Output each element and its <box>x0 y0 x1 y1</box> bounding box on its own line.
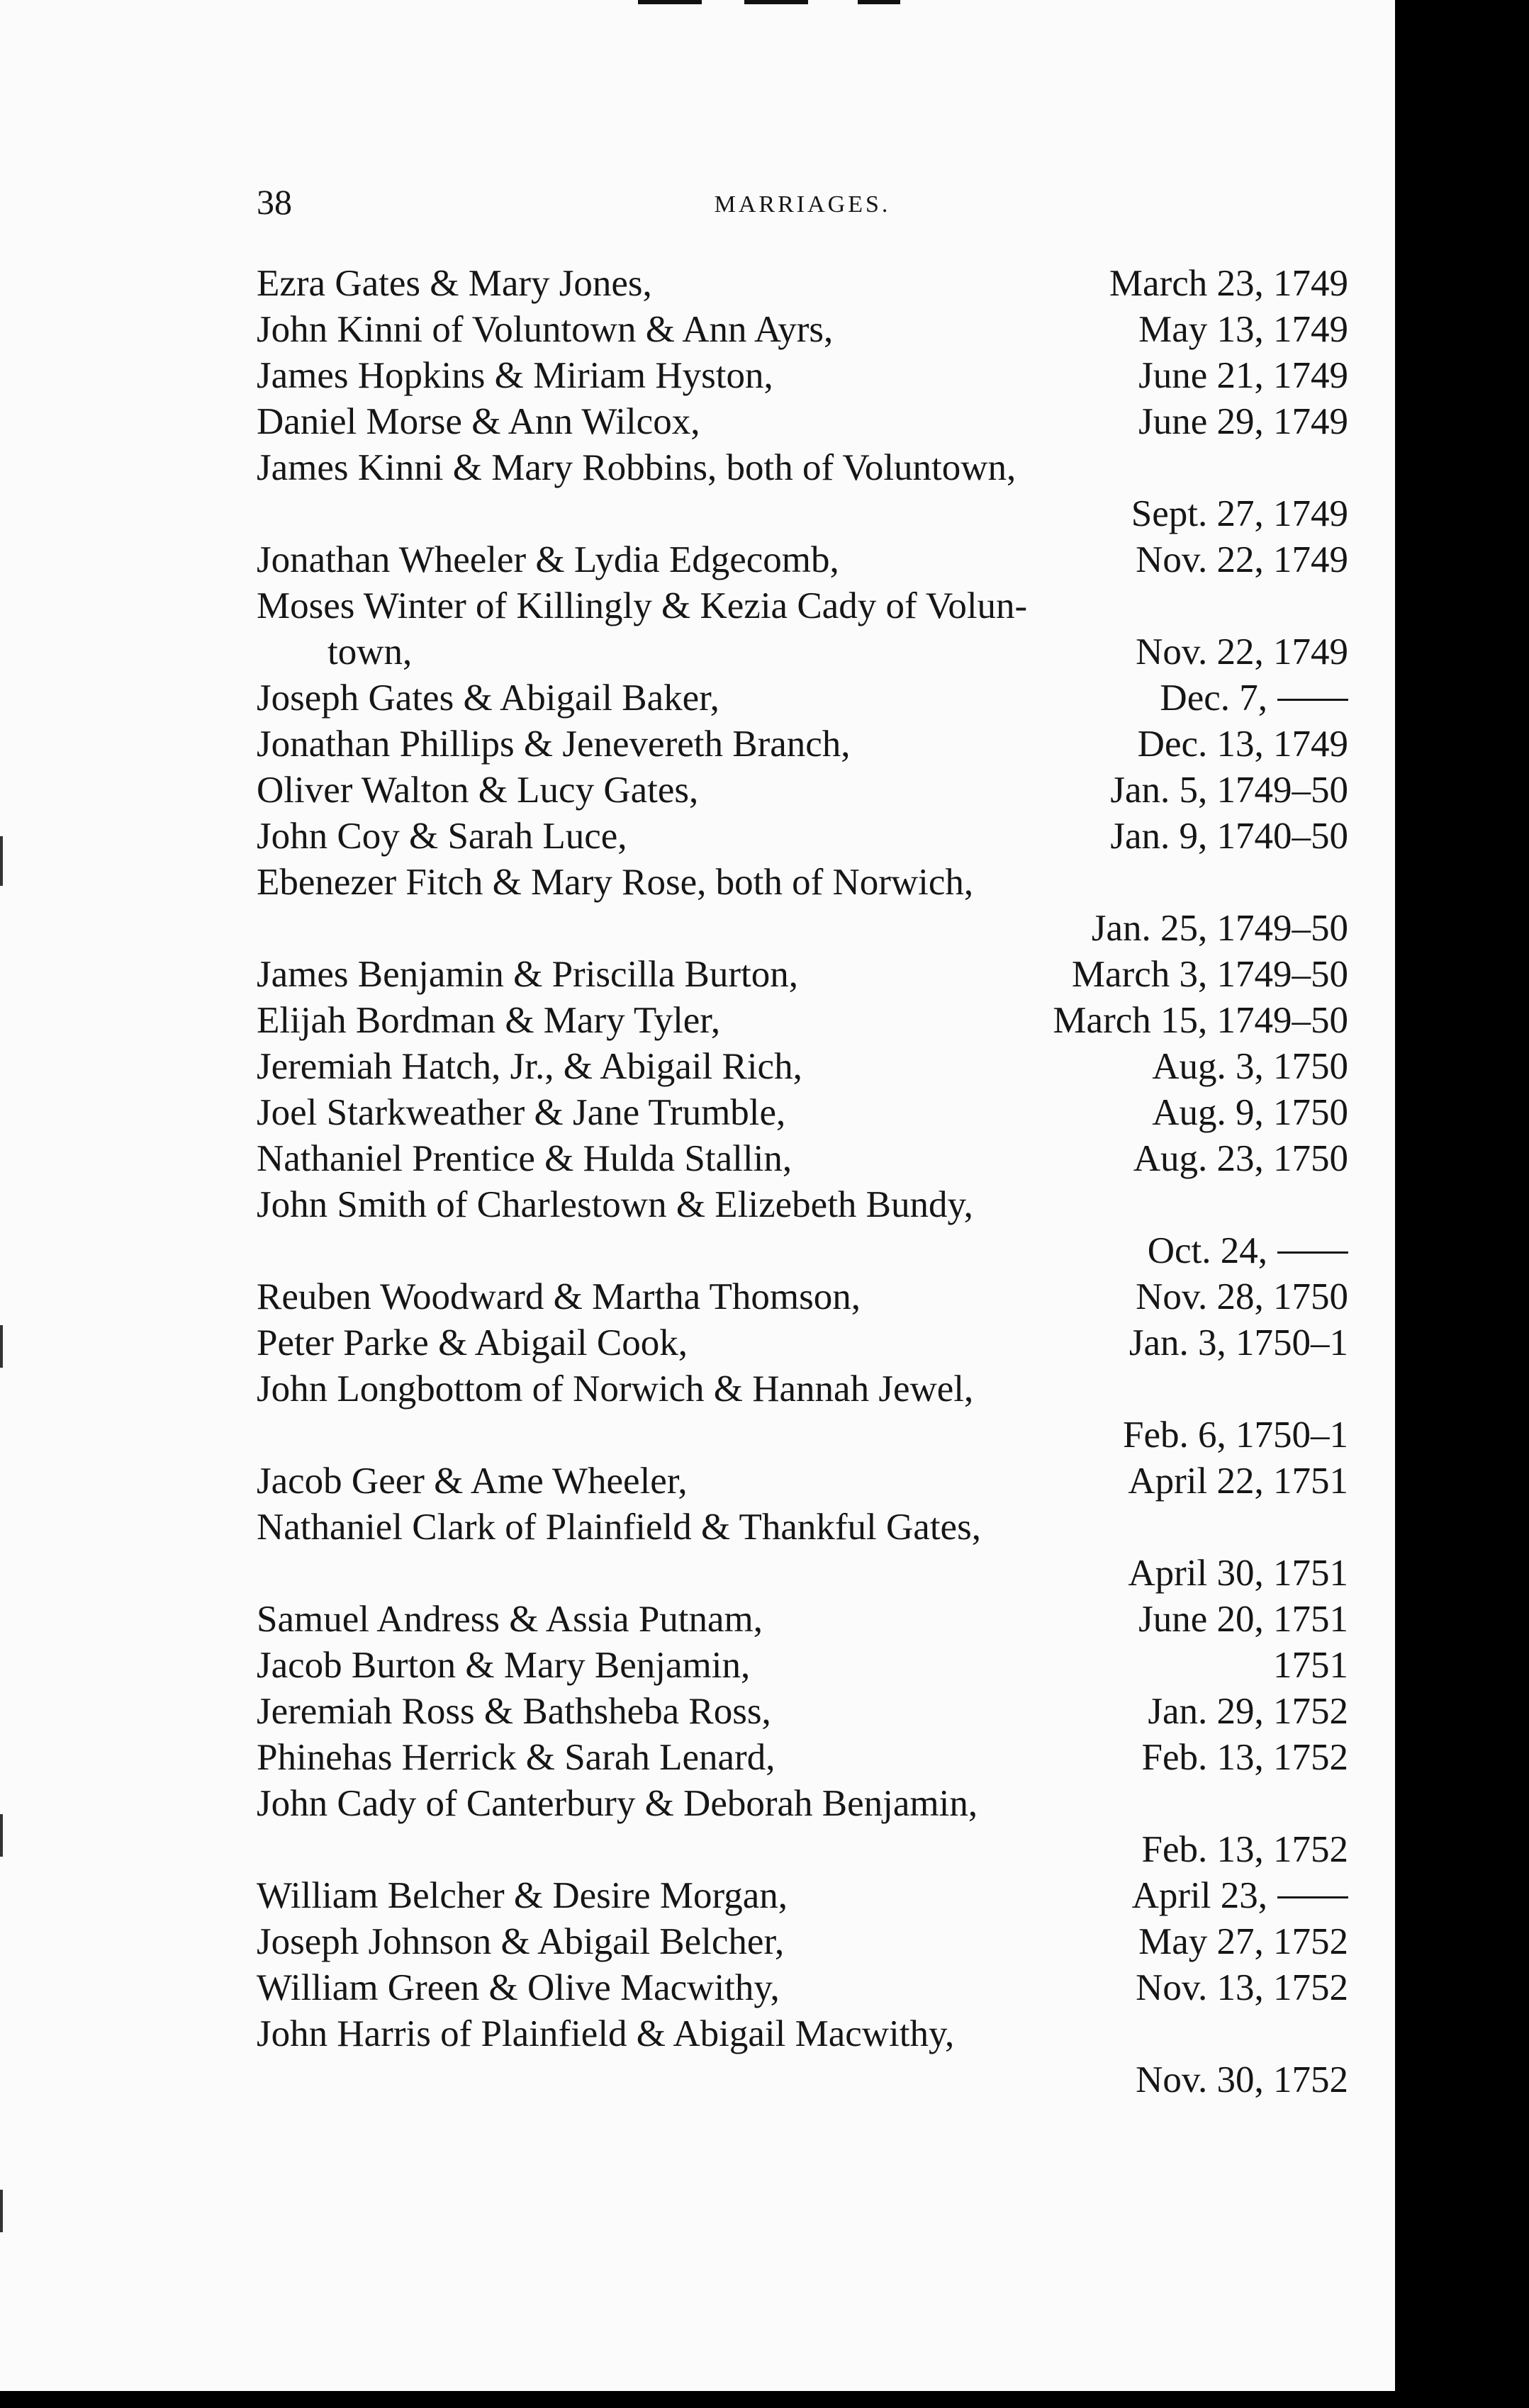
marriage-entry-line <box>257 1136 1348 1182</box>
entry-date-text: Jan. 29, 1752 <box>1148 1691 1348 1732</box>
entry-date-text: March 15, 1749–50 <box>1053 1000 1348 1041</box>
marriage-entry-line <box>257 675 1348 721</box>
entry-date-text: Sept. 27, 1749 <box>1131 493 1348 534</box>
entry-date-text: June 20, 1751 <box>1138 1599 1348 1640</box>
marriage-entry-line <box>257 1366 1348 1412</box>
entry-date <box>1273 1643 1348 1689</box>
entry-date-text: Jan. 5, 1749–50 <box>1110 770 1348 811</box>
entry-names: Ebenezer Fitch & Mary Rose, both of Norwich, <box>257 862 974 903</box>
marriage-entry-line <box>257 998 1348 1044</box>
year-unknown-dash <box>1277 699 1348 701</box>
marriage-entry-line <box>257 399 1348 445</box>
entry-names: Joel Starkweather & Jane Trumble, <box>257 1092 786 1133</box>
entry-date <box>1133 1136 1348 1182</box>
entry-date <box>1136 537 1348 583</box>
entry-date <box>1148 1689 1348 1735</box>
marriage-entry-line <box>257 2011 1348 2057</box>
entry-names: James Benjamin & Priscilla Burton, <box>257 954 798 995</box>
entry-date-text: 1751 <box>1273 1645 1348 1686</box>
entry-date <box>1128 1458 1348 1504</box>
entry-names: James Hopkins & Miriam Hyston, <box>257 355 773 396</box>
marriage-entry-line <box>257 261 1348 307</box>
entry-date-text: March 23, 1749 <box>1109 263 1348 304</box>
entry-names: John Cady of Canterbury & Deborah Benjamin, <box>257 1783 978 1824</box>
entry-date-text: April 22, 1751 <box>1128 1461 1348 1502</box>
marriage-entry-line <box>257 1735 1348 1781</box>
entry-date <box>1123 1412 1348 1458</box>
entry-date <box>1109 261 1348 307</box>
entry-date-text: Feb. 6, 1750–1 <box>1123 1414 1348 1456</box>
marriage-entry-line <box>257 906 1348 952</box>
entry-date <box>1138 721 1348 767</box>
entry-date <box>1110 767 1348 814</box>
entry-date <box>1132 1873 1348 1919</box>
entry-date <box>1129 1320 1348 1366</box>
entry-date <box>1072 952 1348 998</box>
year-unknown-dash <box>1277 1251 1348 1254</box>
entry-date-text: Jan. 9, 1740–50 <box>1110 816 1348 857</box>
entry-names: Joseph Johnson & Abigail Belcher, <box>257 1921 785 1962</box>
entry-date-text: May 13, 1749 <box>1138 309 1348 350</box>
entry-names: Phinehas Herrick & Sarah Lenard, <box>257 1737 775 1778</box>
marriage-entry-line <box>257 1551 1348 1597</box>
entry-date-text: April 23, <box>1131 1875 1267 1916</box>
entry-names: Elijah Bordman & Mary Tyler, <box>257 1000 721 1041</box>
entry-names: Daniel Morse & Ann Wilcox, <box>257 401 700 442</box>
entry-date <box>1138 353 1348 399</box>
scan-border-right <box>1395 0 1529 2408</box>
marriage-entry-line <box>257 860 1348 906</box>
entry-names: Nathaniel Clark of Plainfield & Thankful Gates, <box>257 1507 981 1548</box>
scan-border-bottom <box>0 2391 1529 2408</box>
entry-date-text: Nov. 22, 1749 <box>1136 539 1348 580</box>
entry-date-text: June 29, 1749 <box>1138 401 1348 442</box>
entry-date-text: Nov. 22, 1749 <box>1136 631 1348 673</box>
entry-names: John Kinni of Voluntown & Ann Ayrs, <box>257 309 834 350</box>
entry-names: Moses Winter of Killingly & Kezia Cady of Volun- <box>257 585 1028 626</box>
marriage-entry-line <box>257 1965 1348 2011</box>
marriage-entry-line <box>257 353 1348 399</box>
marriage-entry-line <box>257 1458 1348 1504</box>
entry-names: John Longbottom of Norwich & Hannah Jewel, <box>257 1368 974 1410</box>
entry-date <box>1138 307 1348 353</box>
top-edge-mark <box>858 0 900 4</box>
entry-date-text: Jan. 3, 1750–1 <box>1128 1322 1348 1363</box>
entry-names: Oliver Walton & Lucy Gates, <box>257 770 699 811</box>
entry-date <box>1138 1919 1348 1965</box>
marriage-entry-line <box>257 721 1348 767</box>
entry-date <box>1053 998 1348 1044</box>
marriage-entry-line <box>257 1182 1348 1228</box>
left-edge-mark <box>0 1814 3 1857</box>
entry-names: Ezra Gates & Mary Jones, <box>257 263 652 304</box>
marriage-entry-line <box>257 1873 1348 1919</box>
entry-date-text: April 30, 1751 <box>1128 1553 1348 1594</box>
top-edge-mark <box>638 0 702 4</box>
left-edge-mark <box>0 2190 3 2232</box>
entry-date <box>1110 814 1348 860</box>
entry-date-text: Feb. 13, 1752 <box>1141 1829 1348 1870</box>
entry-names: town, <box>327 631 413 673</box>
entry-names: Joseph Gates & Abigail Baker, <box>257 677 719 719</box>
marriage-entry-line <box>257 1090 1348 1136</box>
entry-names: John Smith of Charlestown & Elizebeth Bundy, <box>257 1184 973 1225</box>
entry-date-text: March 3, 1749–50 <box>1071 954 1348 995</box>
entry-date-text: June 21, 1749 <box>1138 355 1348 396</box>
year-unknown-dash <box>1277 1896 1348 1898</box>
page-number: 38 <box>257 182 292 222</box>
entry-names: James Kinni & Mary Robbins, both of Voluntown, <box>257 447 1016 488</box>
marriage-entry-line <box>257 1689 1348 1735</box>
entry-date <box>1160 675 1348 721</box>
entry-names: Reuben Woodward & Martha Thomson, <box>257 1276 861 1317</box>
entry-date-text: Jan. 25, 1749–50 <box>1091 908 1348 949</box>
entry-names: Nathaniel Prentice & Hulda Stallin, <box>257 1138 792 1179</box>
entry-date-text: Feb. 13, 1752 <box>1141 1737 1348 1778</box>
marriage-entry-line <box>257 952 1348 998</box>
entry-date-text: Aug. 9, 1750 <box>1152 1092 1348 1133</box>
marriage-entry-line <box>257 1643 1348 1689</box>
marriage-entry-line <box>257 629 1348 675</box>
entry-date <box>1092 906 1348 952</box>
running-head-title: MARRIAGES. <box>714 191 891 218</box>
marriage-entry-line <box>257 491 1348 537</box>
entry-date <box>1136 1965 1348 2011</box>
entry-date <box>1142 1827 1349 1873</box>
entry-names: Jeremiah Hatch, Jr., & Abigail Rich, <box>257 1046 802 1087</box>
entry-names: Jonathan Phillips & Jenevereth Branch, <box>257 724 851 765</box>
marriage-entry-line <box>257 445 1348 491</box>
entry-names: Samuel Andress & Assia Putnam, <box>257 1599 763 1640</box>
marriage-entry-line <box>257 1919 1348 1965</box>
entry-date <box>1138 399 1348 445</box>
marriage-entry-line <box>257 307 1348 353</box>
marriage-entry-line <box>257 1044 1348 1090</box>
entry-date <box>1152 1090 1348 1136</box>
marriage-entry-line <box>257 1597 1348 1643</box>
entry-date <box>1136 1274 1348 1320</box>
marriage-entry-line <box>257 1827 1348 1873</box>
entry-date <box>1131 491 1348 537</box>
entry-date <box>1142 1735 1349 1781</box>
marriage-entry-line <box>257 2057 1348 2103</box>
marriage-entry-line <box>257 814 1348 860</box>
entry-date-text: Aug. 3, 1750 <box>1152 1046 1348 1087</box>
left-edge-mark <box>0 836 3 886</box>
entry-names: John Harris of Plainfield & Abigail Macwithy, <box>257 2013 955 2054</box>
entry-names: William Belcher & Desire Morgan, <box>257 1875 788 1916</box>
marriage-entry-line <box>257 767 1348 814</box>
entry-date-text: Aug. 23, 1750 <box>1133 1138 1348 1179</box>
entry-date-text: Nov. 13, 1752 <box>1136 1967 1348 2008</box>
marriage-entry-line <box>257 1228 1348 1274</box>
entry-names: Peter Parke & Abigail Cook, <box>257 1322 688 1363</box>
marriage-entries-list <box>257 261 1348 2103</box>
marriage-entry-line <box>257 1781 1348 1827</box>
marriage-entry-line <box>257 1320 1348 1366</box>
left-edge-mark <box>0 1325 3 1368</box>
marriage-entry-line <box>257 537 1348 583</box>
entry-date-text: Nov. 30, 1752 <box>1136 2059 1348 2100</box>
entry-names: Jacob Burton & Mary Benjamin, <box>257 1645 751 1686</box>
entry-date <box>1136 629 1348 675</box>
entry-date-text: May 27, 1752 <box>1138 1921 1348 1962</box>
entry-names: John Coy & Sarah Luce, <box>257 816 627 857</box>
marriage-entry-line <box>257 1274 1348 1320</box>
entry-date <box>1148 1228 1348 1274</box>
page-header <box>257 177 1348 227</box>
top-edge-mark <box>744 0 808 4</box>
entry-date <box>1138 1597 1348 1643</box>
entry-names: Jacob Geer & Ame Wheeler, <box>257 1461 688 1502</box>
entry-date <box>1128 1551 1348 1597</box>
entry-date <box>1136 2057 1348 2103</box>
entry-date-text: Nov. 28, 1750 <box>1136 1276 1348 1317</box>
marriage-entry-line <box>257 1504 1348 1551</box>
entry-date <box>1152 1044 1348 1090</box>
marriage-entry-line <box>257 583 1348 629</box>
entry-date-text: Dec. 13, 1749 <box>1137 724 1348 765</box>
entry-names: Jeremiah Ross & Bathsheba Ross, <box>257 1691 771 1732</box>
entry-names: Jonathan Wheeler & Lydia Edgecomb, <box>257 539 839 580</box>
entry-date-text: Oct. 24, <box>1147 1230 1267 1271</box>
marriage-entry-line <box>257 1412 1348 1458</box>
entry-date-text: Dec. 7, <box>1160 677 1267 719</box>
entry-names: William Green & Olive Macwithy, <box>257 1967 780 2008</box>
